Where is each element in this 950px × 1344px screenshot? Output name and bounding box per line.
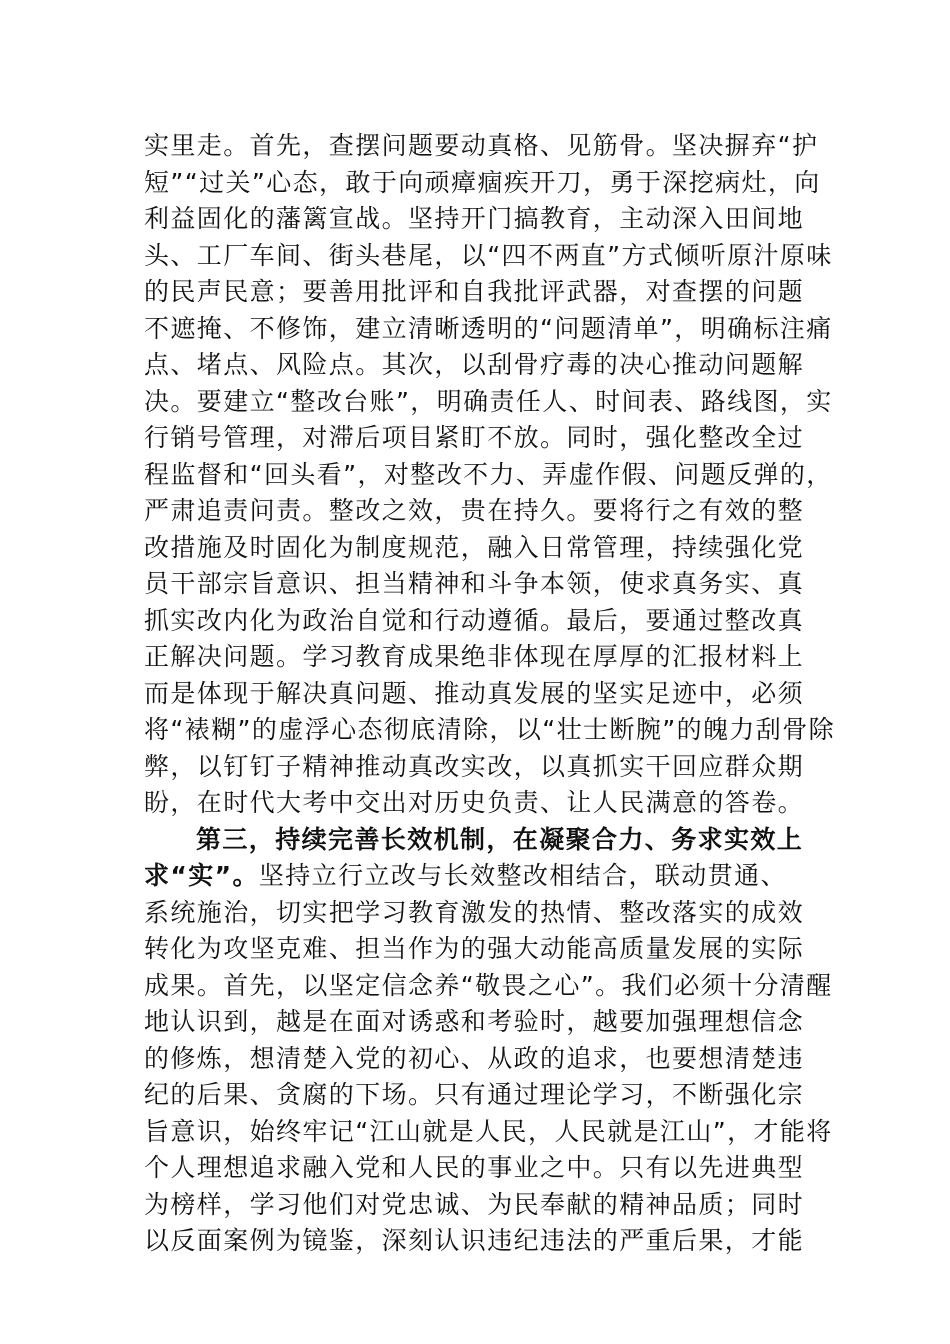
text-line: 旨意识，始终牢记“江山就是人民，人民就是江山”，才能将 [144, 1116, 833, 1146]
text-line: 头、工厂车间、街头巷尾，以“四不两直”方式倾听原汁原味 [144, 240, 833, 270]
text-line: 严肃追责问责。整改之效，贵在持久。要将行之有效的整 [144, 496, 805, 525]
text-line: 利益固化的藩篱宣战。坚持开门搞教育，主动深入田间地 [144, 204, 805, 233]
body-text [144, 128, 836, 1260]
text-line [144, 858, 808, 895]
text-line: 地认识到，越是在面对诱惑和考验时，越要加强理想信念 [144, 1007, 805, 1036]
text-line: 程监督和“回头看”，对整改不力、弄虚作假、问题反弹的， [144, 459, 833, 489]
text-line: 实里走。首先，查摆问题要动真格、见筋骨。坚决摒弃“护 [144, 131, 819, 160]
section-heading: 第三，持续完善长效机制，在凝聚合力、务求实效上 [196, 824, 804, 854]
text-line: 成果。首先，以坚定信念养“敬畏之心”。我们必须十分清醒 [144, 970, 833, 1000]
text-line: 为榜样，学习他们对党忠诚、为民奉献的精神品质；同时 [144, 1189, 805, 1219]
section-heading-end: 求“实”。 [144, 861, 259, 890]
text-line: 个人理想追求融入党和人民的事业之中。只有以先进典型 [144, 1153, 805, 1182]
text-line: 以反面案例为镜鉴，深刻认识违纪违法的严重后果，才能 [144, 1226, 805, 1255]
text-line: 抓实改内化为政治自觉和行动遵循。最后，要通过整改真 [144, 605, 805, 635]
text-line: 将“裱糊”的虚浮心态彻底清除，以“壮士断腕”的魄力刮骨除 [144, 715, 836, 744]
text-line: 不遮掩、不修饰，建立清晰透明的“问题清单”，明确标注痛 [144, 313, 833, 343]
text-line: 的修炼，想清楚入党的初心、从政的追求，也要想清楚违 [144, 1043, 805, 1073]
text-line: 员干部宗旨意识、担当精神和斗争本领，使求真务实、真 [144, 569, 805, 598]
paragraph-1 [144, 128, 836, 822]
text-line: 改措施及时固化为制度规范，融入日常管理，持续强化党 [144, 532, 805, 562]
text-line: 弊，以钉钉子精神推动真改实改，以真抓实干回应群众期 [144, 751, 805, 781]
text-line: 盼，在时代大考中交出对历史负责、让人民满意的答卷。 [144, 788, 805, 817]
text-line: 正解决问题。学习教育成果绝非体现在厚厚的汇报材料上 [144, 642, 805, 671]
text-line: 行销号管理，对滞后项目紧盯不放。同时，强化整改全过 [144, 423, 805, 452]
text-line-rest: 坚持立行立改与长效整改相结合，联动贯通、 [258, 861, 787, 890]
paragraph-2 [144, 822, 833, 1260]
text-line: 转化为攻坚克难、担当作为的强大动能高质量发展的实际 [144, 934, 805, 963]
text-line: 点、堵点、风险点。其次，以刮骨疗毒的决心推动问题解 [144, 350, 805, 379]
text-line: 系统施治，切实把学习教育激发的热情、整改落实的成效 [144, 897, 805, 927]
text-line: 短”“过关”心态，敢于向顽瘴痼疾开刀，勇于深挖病灶，向 [144, 167, 821, 197]
text-line: 决。要建立“整改台账”，明确责任人、时间表、路线图，实 [144, 386, 833, 416]
text-line: 纪的后果、贪腐的下场。只有通过理论学习，不断强化宗 [144, 1080, 805, 1109]
text-line: 而是体现于解决真问题、推动真发展的坚实足迹中，必须 [144, 678, 805, 708]
text-line: 的民声民意；要善用批评和自我批评武器，对查摆的问题 [144, 277, 805, 306]
